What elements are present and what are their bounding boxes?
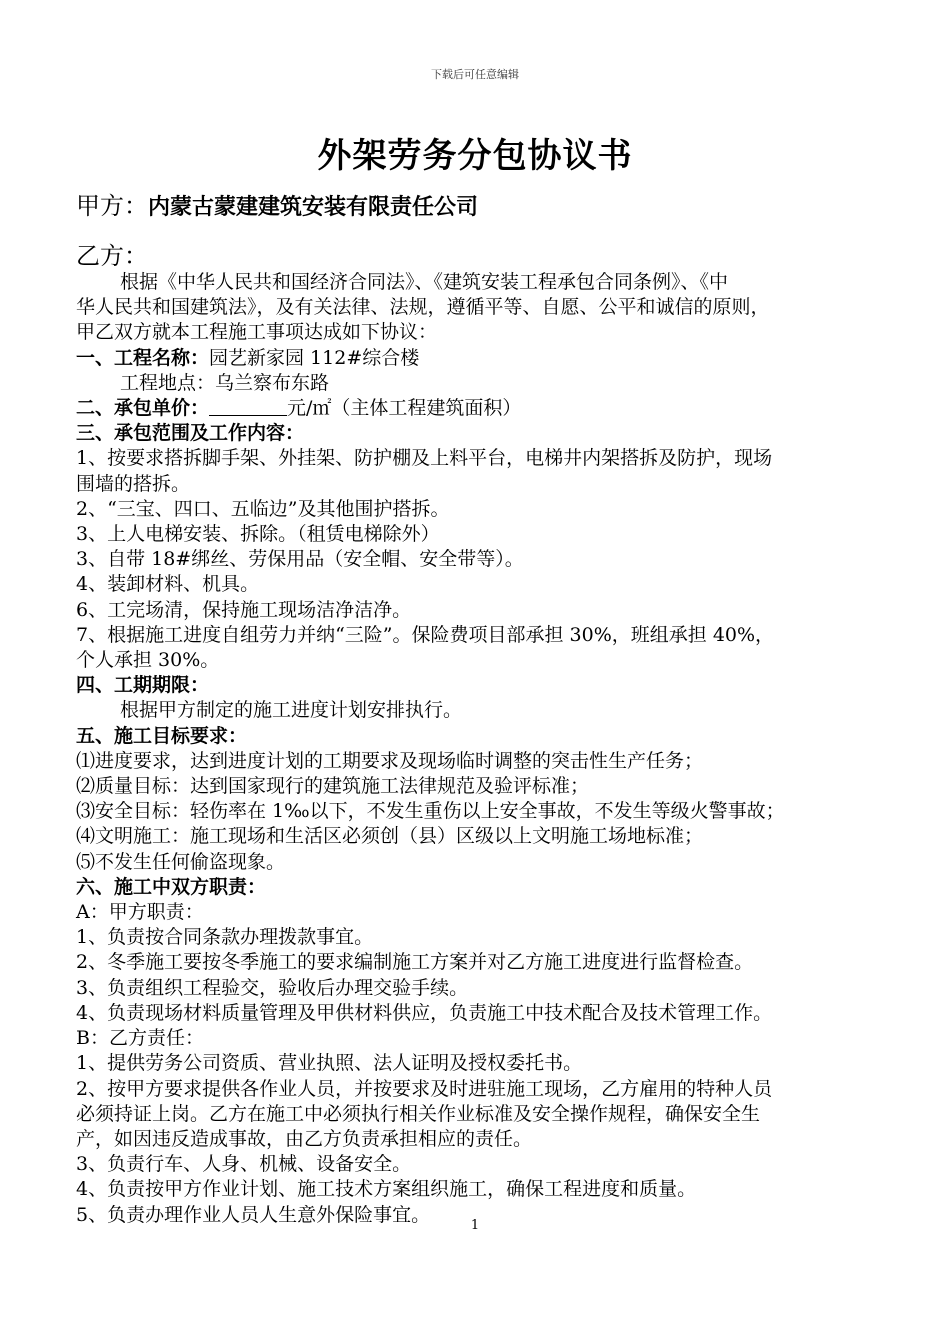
section-heading: 四、工期期限： [76,674,210,697]
list-item: 5、负责办理作业人员人生意外保险事宜。 [76,1203,431,1226]
section-1 [76,346,896,371]
page-number: 1 [470,1218,480,1233]
list-item: ⑵质量目标：达到国家现行的建筑施工法律规范及验评标准； [76,775,590,798]
section-heading: 一、工程名称： [76,346,210,369]
unit-price-blank [209,397,287,416]
list-item: ⑶安全目标：轻伤率在 1‰以下，不发生重伤以上安全事故，不发生等级火警事故； [76,800,785,823]
section-heading: 六、施工中双方职责： [76,875,267,898]
list-item: 必须持证上岗。乙方在施工中必须执行相关作业标准及安全操作规程，确保安全生 [76,1102,761,1125]
document-title: 外架劳务分包协议书 [317,136,633,176]
list-item: 围墙的搭拆。 [76,472,191,495]
project-location: 工程地点：乌兰察布东路 [120,371,330,394]
party-b-line [76,236,148,271]
list-item: 3、负责行车、人身、机械、设备安全。 [76,1153,412,1176]
list-item: 3、自带 18#绑丝、劳保用品（安全帽、安全带等）。 [76,548,524,571]
unit-price-text: 元/㎡（主体工程建筑面积） [287,397,522,420]
list-item: 4、负责现场材料质量管理及甲供材料供应，负责施工中技术配合及技术管理工作。 [76,1001,773,1024]
section-text: 根据甲方制定的施工进度计划安排执行。 [120,699,463,722]
project-name: 园艺新家园 112#综合楼 [209,346,420,369]
list-item: 产，如因违反造成事故，由乙方负责承担相应的责任。 [76,1127,533,1150]
list-item: 1、提供劳务公司资质、营业执照、法人证明及授权委托书。 [76,1052,583,1075]
list-item: 2、按甲方要求提供各作业人员，并按要求及时进驻施工现场，乙方雇用的特种人员 [76,1077,773,1100]
party-a-line [76,186,478,221]
document-body [76,270,896,1228]
list-item: ⑴进度要求，达到进度计划的工期要求及现场临时调整的突击性生产任务； [76,749,704,772]
list-item: ⑸不发生任何偷盗现象。 [76,850,286,873]
list-item: 3、上人电梯安装、拆除。（租赁电梯除外） [76,523,440,546]
party-a-name: 内蒙古蒙建建筑安装有限责任公司 [148,194,479,220]
list-item: 4、装卸材料、机具。 [76,573,260,596]
list-item: 个人承担 30%。 [76,649,220,672]
list-item: ⑷文明施工：施工现场和生活区必须创（县）区级以上文明施工场地标准； [76,825,704,848]
list-item: A：甲方职责： [76,901,204,924]
party-b-label: 乙方： [76,242,148,270]
party-a-label: 甲方： [76,192,148,220]
section-heading: 五、施工目标要求： [76,724,248,747]
list-item: B：乙方责任： [76,1027,204,1050]
intro-line: 根据《中华人民共和国经济合同法》、《建筑安装工程承包合同条例》、《中 [120,271,729,293]
intro-line: 甲乙双方就本工程施工事项达成如下协议： [76,321,438,344]
section-heading: 三、承包范围及工作内容： [76,422,305,445]
list-item: 2、冬季施工要按冬季施工的要求编制施工方案并对乙方施工进度进行监督检查。 [76,951,754,974]
list-item: 1、按要求搭拆脚手架、外挂架、防护棚及上料平台，电梯井内架搭拆及防护，现场 [76,447,773,470]
list-item: 6、工完场清，保持施工现场洁净洁净。 [76,598,412,621]
intro-line: 华人民共和国建筑法》，及有关法律、法规，遵循平等、自愿、公平和诚信的原则， [76,296,770,319]
list-item: 1、负责按合同条款办理拨款事宜。 [76,926,374,949]
list-item: 7、根据施工进度自组劳力并纳“三险”。保险费项目部承担 30%，班组承担 40%， [76,623,775,646]
section-heading: 二、承包单价： [76,397,210,420]
header-note: 下载后可任意编辑 [431,68,519,81]
list-item: 3、负责组织工程验交，验收后办理交验手续。 [76,976,469,999]
section-2 [76,396,896,421]
list-item: 4、负责按甲方作业计划、施工技术方案组织施工，确保工程进度和质量。 [76,1178,697,1201]
list-item: 2、“三宝、四口、五临边”及其他围护搭拆。 [76,497,450,520]
